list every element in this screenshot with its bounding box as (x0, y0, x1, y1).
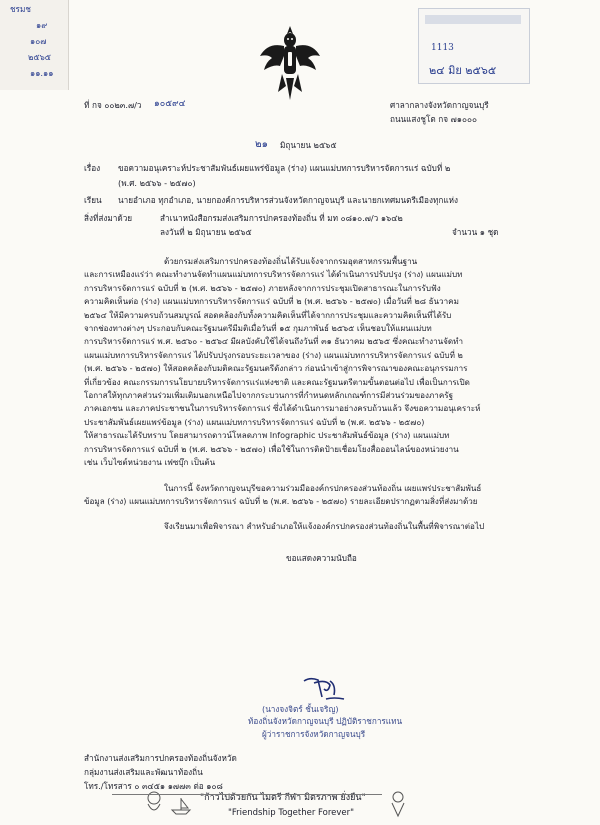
recipient-label: เรียน (84, 195, 102, 205)
paragraph-line: ในการนี้ จังหวัดกาญจนบุรีขอความร่วมมือองค์กรปกครองส่วนท้องถิ่น เผยแพร่ประชาสัมพันธ์ (164, 483, 482, 493)
subject-label: เรื่อง (84, 163, 101, 173)
attachment-count: จำนวน ๑ ชุด (452, 227, 499, 237)
paragraph-2 (84, 482, 481, 509)
attachment-line1: สำเนาหนังสือกรมส่งเสริมการปกครองท้องถิ่น ที่ มท ๐๘๑๐.๗/ว ๑๖๔๒ (160, 213, 403, 223)
paragraph-3: จึงเรียนมาเพื่อพิจารณา สำหรับอำเภอให้แจ้งองค์กรปกครองส่วนท้องถิ่นในพื้นที่พิจารณาต่อไป (164, 521, 485, 531)
attachment-label: สิ่งที่ส่งมาด้วย (84, 213, 133, 223)
paragraph-line: (พ.ศ. ๒๕๖๖ - ๒๕๗๐) ให้สอดคล้องกับมติคณะรัฐมนตรีดังกล่าว ก่อนนำเข้าสู่การพิจารณาของคณะอนุกรรมการ (84, 363, 468, 374)
slogan-thai: "ก้าวไปด้วยกัน ไมตรี กีฬา มิตรภาพ ยั่งยืน" (200, 793, 366, 803)
paragraph-line: จากช่องทางต่างๆ ประกอบกับคณะรัฐมนตรีมีมติเมื่อวันที่ ๑๕ กุมภาพันธ์ ๒๕๖๕ เห็นชอบให้แผนแม่บท (84, 323, 432, 334)
reference-handwritten: ๑๐๕๙๔ (154, 99, 186, 109)
paragraph-line: โอกาสให้ทุกภาคส่วนร่วมเพิ่มเติมนอกเหนือไปจากกระบวนการที่กำหนดหลักเกณฑ์การมีส่วนร่วมของภาครัฐ (84, 390, 454, 401)
handwritten-signature (300, 675, 350, 703)
paragraph-line: ๒๕๖๔ ให้มีความครบถ้วนสมบูรณ์ สอดคล้องกับทั้งความคิดเห็นที่ได้จากการประชุมและความคิดเห็นที่ได้รับ (84, 309, 452, 320)
sender-address-line1: ศาลากลางจังหวัดกาญจนบุรี (390, 100, 489, 110)
stamp-date: ๒๔ มิย ๒๕๖๕ (429, 64, 497, 77)
sender-address-line2: ถนนแสงชูโต กจ ๗๑๐๐๐ (390, 114, 478, 124)
paragraph-line: ที่เกี่ยวข้อง คณะกรรมการนโยบายบริหารจัดการแร่แห่งชาติ และคณะรัฐมนตรีตามขั้นตอนต่อไป เพื่อเป็นการเปิด (84, 376, 470, 387)
recipient-text: นายอำเภอ ทุกอำเภอ, นายกองค์การบริหารส่วนจังหวัดกาญจนบุรี และนายกเทศมนตรีเมืองทุกแห่ง (118, 195, 458, 205)
paragraph-line: ข้อมูล (ร่าง) แผนแม่บทการบริหารจัดการแร่ ฉบับที่ ๒ (พ.ศ. ๒๕๖๖ - ๒๕๗๐) รายละเอียดปรากฏตามสิ่งที่ส่งมาด้วย (84, 496, 478, 507)
paragraph-line: ภาคเอกชน และภาคประชาชนในการบริหารจัดการแร่ ซึ่งได้ดำเนินการมาอย่างครบถ้วนแล้ว จึงขอความอนุเคราะห์ (84, 403, 481, 414)
paragraph-line: การบริหารจัดการแร่ ฉบับที่ ๒ (พ.ศ. ๒๕๖๖ - ๒๕๗๐) เพื่อใช้ในการติดป้ายเชื่อมโยงสื่อออนไลน์ของหน่วยงาน (84, 443, 459, 454)
paragraph-line: การบริหารจัดการแร่ ฉบับที่ ๒ (พ.ศ. ๒๕๖๖ - ๒๕๗๐) ภายหลังจากการประชุมเปิดสาธารณะในการรับฟัง (84, 282, 441, 293)
stamp-line: ๑๙ (36, 20, 48, 30)
date-day: ๒๑ (255, 139, 268, 150)
paragraph-line: การบริหารจัดการแร่ พ.ศ. ๒๕๖๐ - ๒๕๖๔ มีผลบังคับใช้ได้จนถึงวันที่ ๓๑ ธันวาคม ๒๕๖๕ ซึ่งคณะทำงานจัดทำ (84, 336, 464, 347)
stamp-line: ๑๑.๑๑ (30, 68, 54, 78)
garuda-emblem (258, 22, 322, 102)
stamp-line: ชรมช (10, 4, 31, 14)
received-stamp-right (418, 8, 530, 84)
footer-divider (112, 794, 382, 795)
subject-line1: ขอความอนุเคราะห์ประชาสัมพันธ์เผยแพร่ข้อมูล (ร่าง) แผนแม่บทการบริหารจัดการแร่ ฉบับที่ ๒ (118, 163, 451, 173)
boat-logo (170, 796, 192, 816)
paragraph-line: ประชาสัมพันธ์เผยแพร่ข้อมูล (ร่าง) แผนแม่บทการบริหารจัดการแร่ ฉบับที่ ๒ (พ.ศ. ๒๕๖๖ - ๒๕๗๐) (84, 416, 425, 427)
office-name-1: สำนักงานส่งเสริมการปกครองท้องถิ่นจังหวัด (84, 753, 237, 763)
office-phone: โทร./โทรสาร ๐ ๓๔๕๑ ๑๗๗๓ ต่อ ๑๐๘ (84, 781, 223, 791)
stamp-number: 1113 (431, 43, 454, 53)
subject-line2: (พ.ศ. ๒๕๖๖ - ๒๕๗๐) (118, 178, 196, 188)
paragraph-line: แผนแม่บทการบริหารจัดการแร่ ได้ปรับปรุงกรอบระยะเวลาของ (ร่าง) แผนแม่บทการบริหารจัดการแร่ ฉบับที่ ๒ (84, 349, 463, 360)
paragraph-line: ด้วยกรมส่งเสริมการปกครองท้องถิ่นได้รับแจ้งจากกรมอุตสาหกรรมพื้นฐาน (164, 256, 418, 266)
signatory-name: (นางจงจิตร์ ชั้นเจริญ) (262, 704, 339, 714)
signatory-title-2: ผู้ว่าราชการจังหวัดกาญจนบุรี (262, 729, 366, 739)
paragraph-line: ให้สาธารณะได้รับทราบ โดยสามารถดาวน์โหลดภาพ Infographic ประชาสัมพันธ์ข้อมูล (ร่าง) แผนแม่บท (84, 430, 450, 441)
paragraph-line: และการเหมืองแร่ว่า คณะทำงานจัดทำแผนแม่บทการบริหารจัดการแร่ ได้ดำเนินการปรับปรุง (ร่าง) แผนแม่บท (84, 269, 463, 280)
stamp-line: ๒๕๖๕ (28, 52, 51, 62)
mascot-figure-right (388, 790, 408, 818)
closing-phrase: ขอแสดงความนับถือ (286, 553, 357, 563)
paragraph-line: เช่น เว็บไซต์หน่วยงาน เฟซบุ๊ก เป็นต้น (84, 457, 216, 468)
stamp-line: ๑๐๗ (30, 36, 47, 46)
paragraph-line: ความคิดเห็นต่อ (ร่าง) แผนแม่บทการบริหารจัดการแร่ ฉบับที่ ๒ (พ.ศ. ๒๕๖๖ - ๒๕๗๐) เมื่อวันที่ ๒๘ ธันวาคม (84, 296, 459, 307)
reference-number: ที่ กจ ๐๐๒๓.๗/ว (84, 100, 142, 110)
stamp-header-bar (425, 15, 521, 24)
paragraph-1 (84, 255, 480, 470)
received-stamp-left (0, 0, 69, 90)
office-name-2: กลุ่มงานส่งเสริมและพัฒนาท้องถิ่น (84, 767, 203, 777)
date-month-year: มิถุนายน ๒๕๖๕ (280, 140, 337, 150)
attachment-line2: ลงวันที่ ๒ มิถุนายน ๒๕๖๕ (160, 227, 252, 237)
signatory-title-1: ท้องถิ่นจังหวัดกาญจนบุรี ปฏิบัติราชการแทน (248, 716, 403, 726)
slogan-english: "Friendship Together Forever" (228, 808, 355, 818)
